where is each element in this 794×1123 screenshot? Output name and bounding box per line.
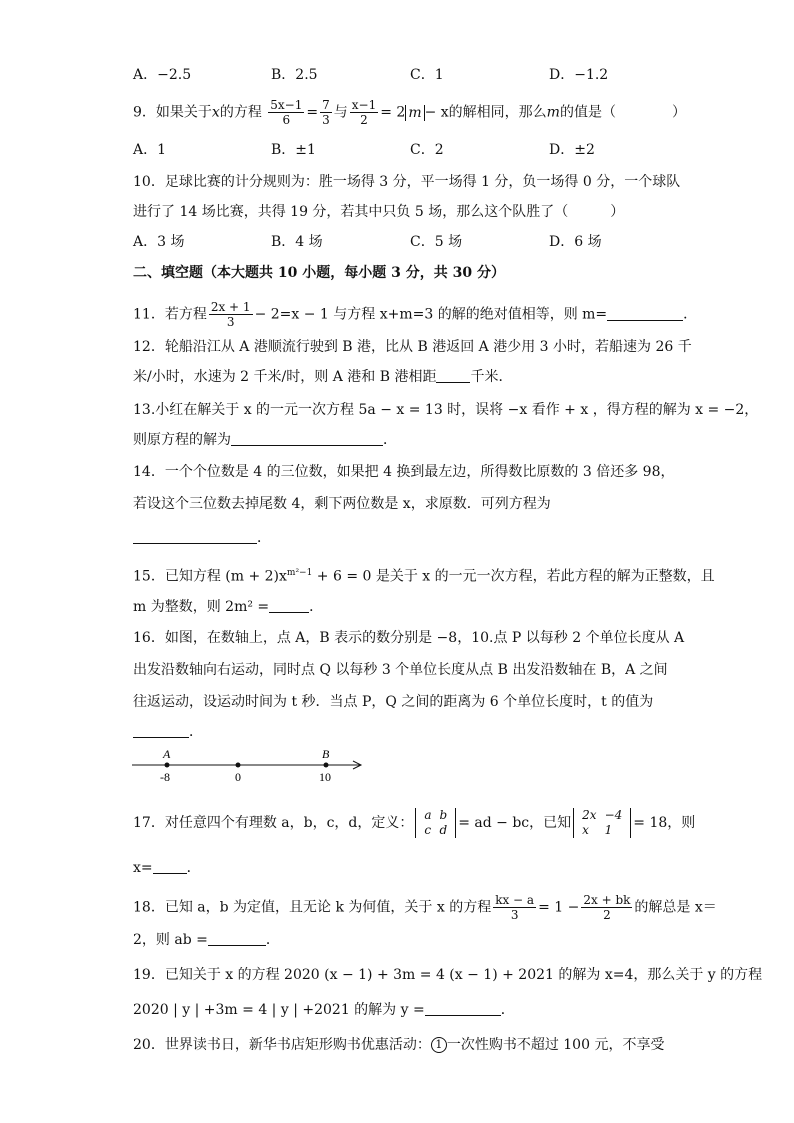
answer-blank xyxy=(269,598,309,613)
answer-blank xyxy=(425,1001,501,1016)
question-12-line-1: 12．轮船沿江从 A 港顺流行驶到 B 港，比从 B 港返回 A 港少用 3 小时，若船速为 26 千 xyxy=(133,339,692,355)
answer-blank xyxy=(133,529,257,544)
q10-option-b: B．4 场 xyxy=(271,234,323,250)
number-line-figure xyxy=(130,745,370,785)
question-9: 9．如果关于x的方程 $\frac{5x-1}{6}$ = $\frac{7}{3}$ 与 $\frac{x-1}{2}$ = 2 m − x的解相同，那么m的值是（ ） xyxy=(133,98,686,127)
tick-label-a: -8 xyxy=(160,770,170,784)
circled-number: 1 xyxy=(431,1037,447,1053)
q9-option-a: A．1 xyxy=(133,142,167,158)
section-2-heading: 二、填空题（本大题共 10 小题，每小题 3 分，共 30 分） xyxy=(133,265,505,281)
question-14-line-3: ． xyxy=(133,528,271,548)
question-11: 11．若方程 $\frac{2x + 1}{3}$ − 2=x − 1 与方程 x+m=3 的解的绝对值相等，则 m= ． xyxy=(133,300,698,329)
point-origin xyxy=(236,763,241,768)
question-18-line-2: 2，则 ab = ． xyxy=(133,932,280,948)
question-16-line-4: ． xyxy=(133,722,203,742)
question-12-line-2: 米/小时，水速为 2 千米/时，则 A 港和 B 港相距 千米． xyxy=(133,369,513,385)
point-b xyxy=(324,763,329,768)
question-15-line-1: 15．已知方程 $(m + 2)x^{m^2-1} + 6 = 0$ 是关于 x 的一元一次方程，若此方程的解为正整数，且 xyxy=(133,568,715,585)
tick-label-origin: 0 xyxy=(235,770,241,784)
question-16-line-2: 出发沿数轴向右运动，同时点 Q 以每秒 3 个单位长度从点 B 出发沿数轴在 B，A 之间 xyxy=(133,662,668,678)
question-17: 17．对任意四个有理数 a，b，c，d，定义： a b c d = ad − bc，已知 2x −4 x 1 = 18，则 xyxy=(133,808,696,837)
q9-option-b: B．±1 xyxy=(271,142,316,158)
question-16-line-3: 往返运动，设运动时间为 t 秒．当点 P，Q 之间的距离为 6 个单位长度时，t 的值为 xyxy=(133,694,654,710)
answer-blank xyxy=(436,368,470,383)
label-b: B xyxy=(322,747,330,761)
answer-blank xyxy=(153,859,187,874)
question-10-line-1: 10．足球比赛的计分规则为：胜一场得 3 分，平一场得 1 分，负一场得 0 分，一个球队 xyxy=(133,174,681,190)
question-14-line-1: 14．一个个位数是 4 的三位数，如果把 4 换到最左边，所得数比原数的 3 倍还多 98， xyxy=(133,464,675,480)
question-16-line-1: 16．如图，在数轴上，点 A，B 表示的数分别是 −8，10.点 P 以每秒 2 个单位长度从 A xyxy=(133,630,685,646)
q9-option-d: D．±2 xyxy=(549,142,595,158)
q10-option-a: A．3 场 xyxy=(133,234,185,250)
question-13-line-1: 13.小红在解关于 x 的一元一次方程 5a − x = 13 时，误将 −x 看作 + x ，得方程的解为 x = −2， xyxy=(133,402,759,418)
determinant-given: 2x −4 x 1 xyxy=(573,808,631,838)
label-a: A xyxy=(163,747,171,761)
question-18: 18．已知 a，b 为定值，且无论 k 为何值，关于 x 的方程 $\frac{kx - a}{3}$ = 1 − $\frac{2x + bk}{2}$ 的解总是 x＝ xyxy=(133,893,717,922)
question-20: 20．世界读书日，新华书店矩形购书优惠活动： 1 一次性购书不超过 100 元，不享受 xyxy=(133,1037,665,1053)
q9-option-c: C．2 xyxy=(410,142,444,158)
question-17-line-2: x= ． xyxy=(133,860,201,876)
determinant-definition: a b c d xyxy=(415,808,456,838)
q8-option-c: C．1 xyxy=(410,67,444,83)
answer-blank xyxy=(231,431,383,446)
answer-blank xyxy=(607,306,683,321)
question-14-line-2: 若设这个三位数去掉尾数 4，剩下两位数是 x，求原数．可列方程为 xyxy=(133,496,551,512)
q8-option-b: B．2.5 xyxy=(271,67,318,83)
question-19-line-1: 19．已知关于 x 的方程 2020 (x − 1) + 3m = 4 (x − 1) + 2021 的解为 x=4，那么关于 y 的方程 xyxy=(133,967,763,983)
q10-option-d: D．6 场 xyxy=(549,234,602,250)
point-a xyxy=(165,763,170,768)
question-19-line-2: 2020 | y | +3m = 4 | y | +2021 的解为 y = ． xyxy=(133,1002,515,1018)
question-10-line-2: 进行了 14 场比赛，共得 19 分，若其中只负 5 场，那么这个队胜了（ ） xyxy=(133,204,625,220)
q10-option-c: C．5 场 xyxy=(410,234,463,250)
q8-option-a: A．−2.5 xyxy=(133,67,192,83)
question-13-line-2: 则原方程的解为 ． xyxy=(133,432,397,448)
tick-label-b: 10 xyxy=(319,770,331,784)
q8-option-d: D．−1.2 xyxy=(549,67,609,83)
answer-blank xyxy=(133,723,189,738)
question-15-line-2: m 为整数，则 2m² = ． xyxy=(133,599,324,615)
answer-blank xyxy=(208,931,266,946)
